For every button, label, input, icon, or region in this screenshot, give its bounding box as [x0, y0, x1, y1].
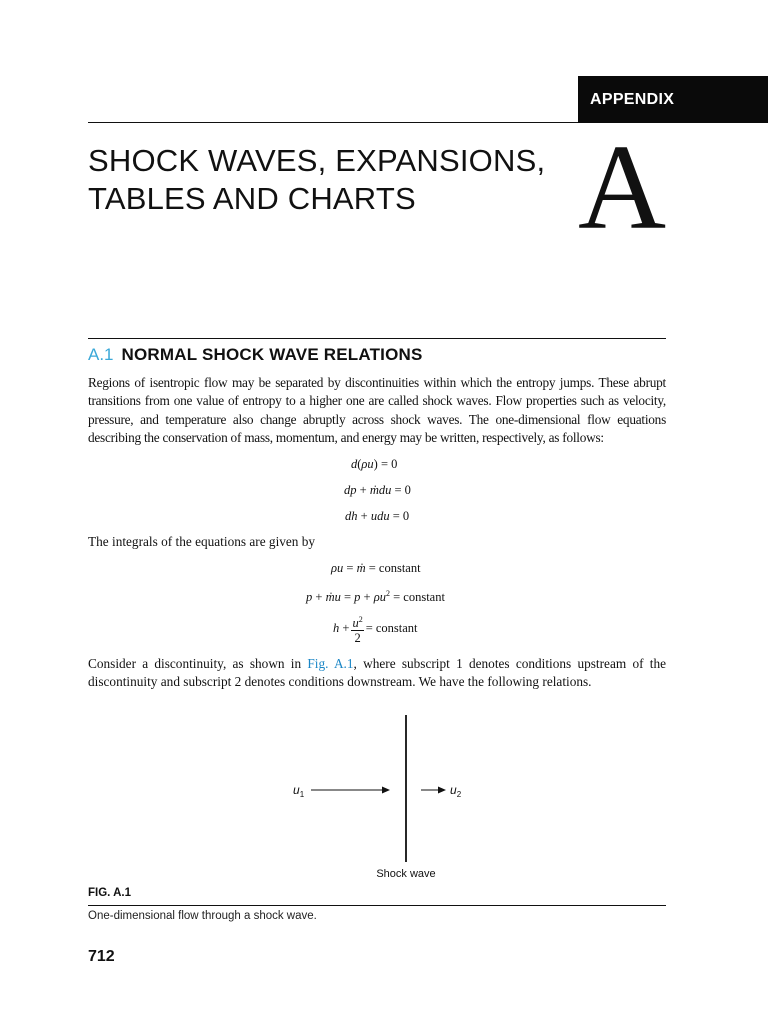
figure-caption: One-dimensional flow through a shock wave.: [88, 910, 317, 922]
page-number: 712: [88, 948, 115, 965]
figure-reference-link[interactable]: Fig. A.1: [307, 656, 354, 671]
upstream-arrow-head: [382, 787, 390, 794]
equation-momentum-integral: p + ṁu = $p + \rho u^2$ = constant: [306, 589, 445, 605]
shock-wave-figure: [88, 705, 666, 885]
downstream-velocity-label: $u_2$: [450, 783, 462, 799]
paragraph-discontinuity: Consider a discontinuity, as shown in Fig. A.1, where subscript 1 denotes conditions upstream of the discontinuity and subscript 2 denotes conditions downstream. We have the following relations.: [88, 656, 666, 690]
equation-momentum-differential: dp + ṁdu = 0: [344, 483, 411, 497]
paragraph-intro: Regions of isentropic flow may be separated by discontinuities within which the entropy jumps. These abrupt transitions from one value of entropy to a higher one are called shock waves. Flow properties such as velocity, pressure, and temperature also change abruptly across shock waves. The one-dimensional flow equations describing the conservation of mass, momentum, and energy may be written, respectively, as follows:: [88, 375, 666, 445]
section-heading: [88, 344, 423, 366]
equation-energy-integral: h + $\frac{u^2}{2}$ = constant: [333, 615, 418, 646]
chapter-title-line-1: SHOCK WAVES, EXPANSIONS,: [88, 143, 546, 178]
constant-word: constant: [375, 620, 418, 635]
chapter-title-line-2: TABLES AND CHARTS: [88, 181, 416, 216]
header-rule: [88, 122, 578, 123]
figure-rule: [88, 905, 666, 906]
paragraph-integrals: The integrals of the equations are given by: [88, 534, 316, 549]
constant-word: constant: [403, 590, 445, 605]
shock-wave-label: Shock wave: [376, 868, 436, 880]
equation-mass-integral: ρu = ṁ = constant: [331, 561, 421, 575]
chapter-letter: A: [578, 120, 667, 255]
figure-label: FIG. A.1: [88, 887, 132, 899]
section-rule: [88, 338, 666, 339]
equation-mass-differential: d(ρu) = 0: [351, 457, 398, 471]
chapter-title: [88, 142, 558, 218]
upstream-velocity-label: $u_1$: [293, 783, 305, 799]
section-title: NORMAL SHOCK WAVE RELATIONS: [121, 345, 423, 364]
downstream-arrow-head: [438, 787, 446, 794]
section-number: A.1: [88, 345, 114, 364]
appendix-banner: APPENDIX: [578, 76, 768, 123]
equation-energy-differential: dh + udu = 0: [345, 509, 410, 523]
constant-word: constant: [378, 561, 421, 575]
